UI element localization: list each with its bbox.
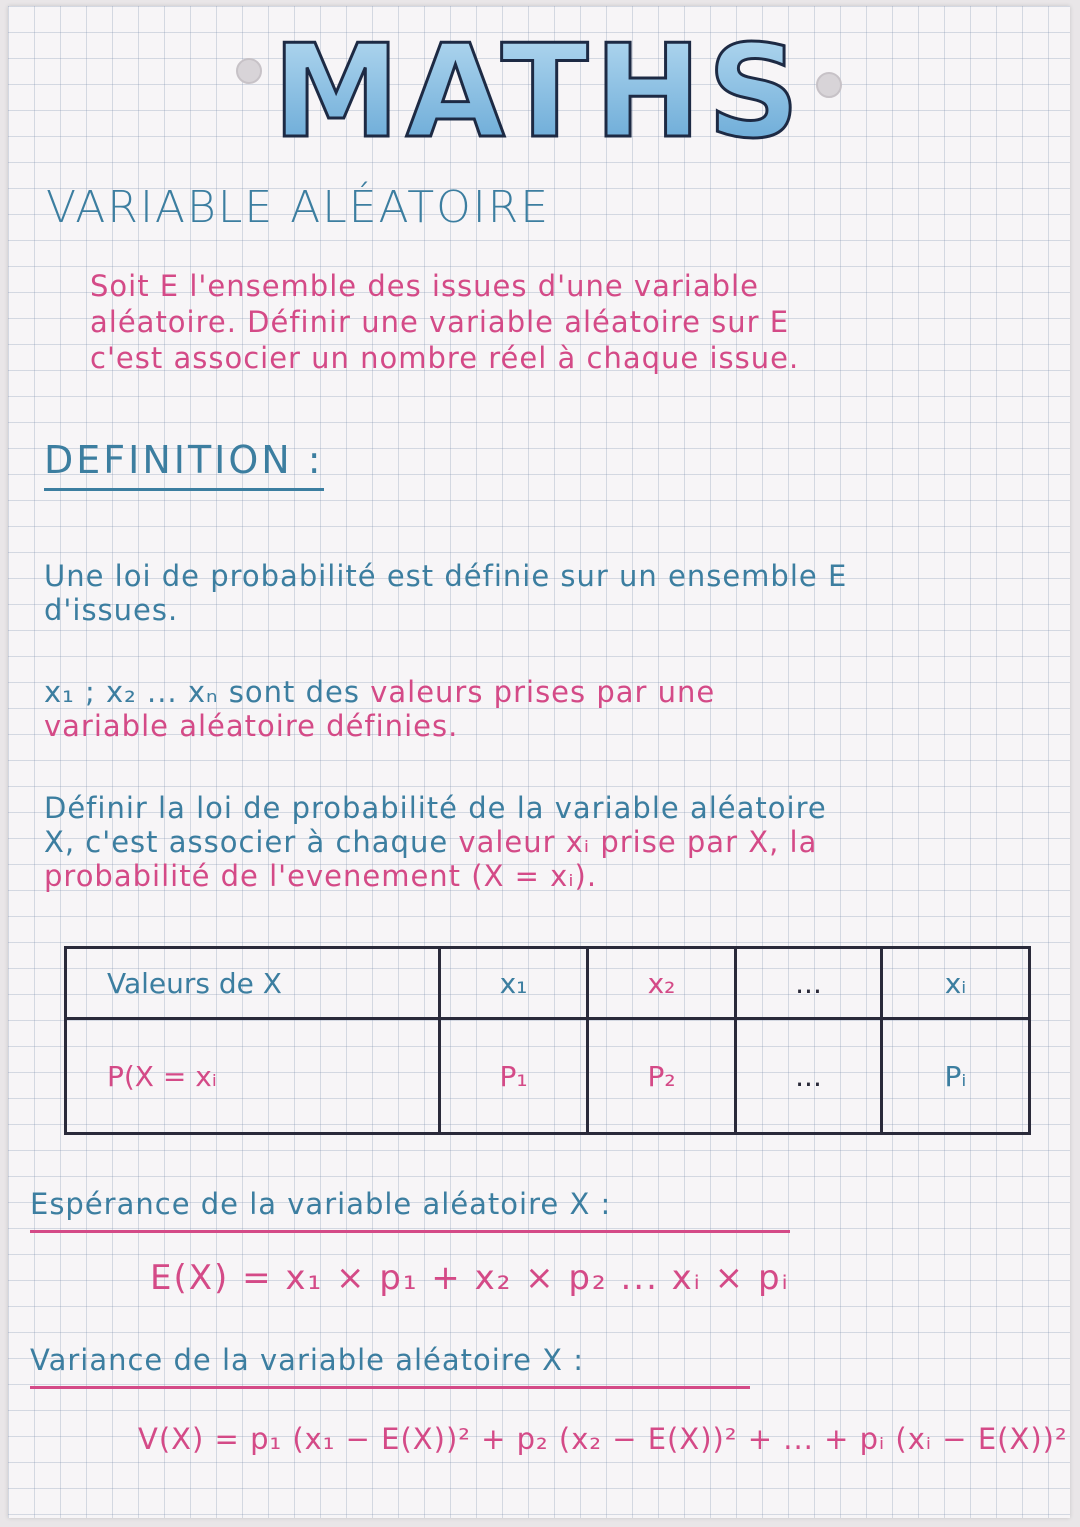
variance-title: Variance de la variable aléatoire X : [30, 1342, 750, 1389]
table-cell: x₂ [588, 948, 736, 1019]
def-para3-line-2-part-1: X, c'est associer à chaque [44, 825, 449, 859]
def-para3-line-2 [44, 824, 817, 860]
definition-title: DEFINITION : [44, 438, 324, 491]
probability-table [64, 946, 1031, 1135]
table-cell: P₁ [440, 1019, 588, 1134]
def-para3-line-2-part-2: valeur xᵢ prise par X, la [458, 825, 818, 859]
def-para3-line-3: probabilité de l'evenement (X = xᵢ). [44, 859, 598, 893]
def-para1-line-1: Une loi de probabilité est définie sur un ensemble E [44, 559, 848, 593]
table-row [66, 948, 1030, 1019]
def-para3-line-1: Définir la loi de probabilité de la variable aléatoire [44, 791, 827, 825]
notebook-page [8, 6, 1070, 1518]
table-cell: x₁ [440, 948, 588, 1019]
expectation-title: Espérance de la variable aléatoire X : [30, 1186, 790, 1233]
def-para2-line-2: variable aléatoire définies. [44, 709, 459, 743]
table-cell: ... [736, 948, 882, 1019]
def-para2-line-1-part-2: valeurs prises par une [370, 675, 716, 709]
def-para2-line-1-part-1: x₁ ; x₂ ... xₙ sont des [44, 675, 360, 709]
def-para1-line-2: d'issues. [44, 593, 179, 627]
table-cell: Valeurs de X [66, 948, 440, 1019]
table-cell: P₂ [588, 1019, 736, 1134]
table-cell: P(X = xᵢ [66, 1019, 440, 1134]
intro-line-3: c'est associer un nombre réel à chaque issue. [90, 341, 800, 375]
variance-formula: V(X) = p₁ (x₁ − E(X))² + p₂ (x₂ − E(X))² + ... + pᵢ (xᵢ − E(X))² [138, 1422, 1068, 1456]
table-cell: ... [736, 1019, 882, 1134]
table-cell: xᵢ [882, 948, 1030, 1019]
page-title-banner [8, 14, 1070, 164]
table-row [66, 1019, 1030, 1134]
intro-line-1: Soit E l'ensemble des issues d'une variable [90, 269, 759, 303]
section-title: VARIABLE ALÉATOIRE [46, 182, 551, 233]
expectation-formula: E(X) = x₁ × p₁ + x₂ × p₂ ... xᵢ × pᵢ [150, 1258, 790, 1298]
title-lettering [8, 14, 1070, 164]
def-para2-line-1 [44, 674, 715, 710]
page-title: MATHS [272, 18, 806, 164]
intro-line-2: aléatoire. Définir une variable aléatoire sur E [90, 305, 790, 339]
table-cell: Pᵢ [882, 1019, 1030, 1134]
